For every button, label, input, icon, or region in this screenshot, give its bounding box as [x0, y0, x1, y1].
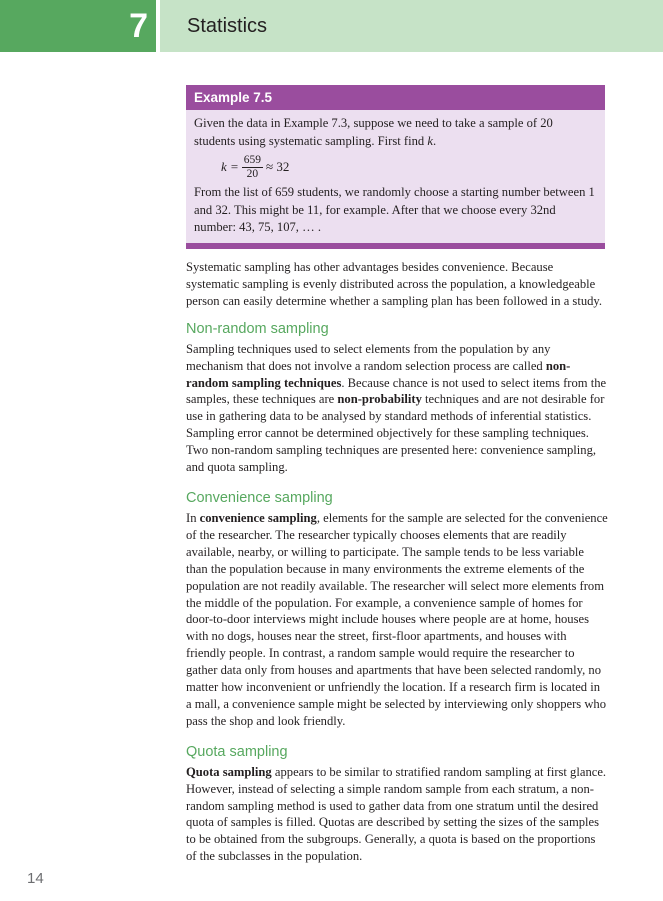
heading-convenience-sampling: Convenience sampling — [186, 489, 333, 506]
example-intro-end: . — [432, 133, 437, 148]
convenience-text-1: In — [186, 510, 200, 525]
convenience-text-2: , elements for the sample are selected for the convenience of the researcher. The researcher typically chooses elements that are readily available, nearby, or willing to participate. The sample tends to be less variable than the population because in many environments the extreme elements of the population are not readily available. The researcher will select more elements from the middle of the population. For example, a convenience sample of homes for door-to-door interviews might include houses where people are at home, houses with no dogs, houses near the street, first-floor apartments, and houses with friendly people. In contrast, a random sample would require the researcher to gather data only from houses and apartments that have been selected randomly, no matter how inconvenient or unfriendly the location. If a research firm is located in a mall, a convenience sample might be selected by interviewing only shoppers who pass the shop and look friendly. — [186, 510, 608, 728]
formula-denominator: 20 — [246, 167, 259, 180]
non-random-text-3: techniques and are not desirable for use in gathering data to be analysed by standard methods of inferential statistics. Sampling error cannot be determined objectively for these sampling techniques. Two non-random sampling techniques are presented here: convenience sampling, and quota sampling. — [186, 392, 605, 475]
example-intro-text: Given the data in Example 7.3, suppose we need to take a sample of 20 students using systematic sampling. First find — [194, 116, 553, 148]
non-random-bold-1: non-random sampling techniques — [186, 358, 571, 390]
quota-bold-1: Quota sampling — [186, 764, 272, 779]
formula-numerator: 659 — [243, 153, 262, 166]
example-body — [186, 110, 605, 243]
k-formula — [194, 150, 597, 184]
formula-fraction — [242, 154, 263, 181]
formula-rhs: ≈ 32 — [266, 159, 290, 175]
example-intro — [194, 115, 597, 150]
heading-quota-sampling: Quota sampling — [186, 743, 288, 760]
main-content — [186, 257, 608, 865]
quota-text-1: appears to be similar to stratified random sampling at first glance. However, instead of selecting a simple random sample from each stratum, a non-random sampling method is used to gather data from one stratum until the desired quota of samples is filled. Quotas are described by setting the sizes of the samples to be obtained from the subgroups. Generally, a quota is based on the proportions of the subclasses in the population. — [186, 764, 607, 864]
example-title: Example 7.5 — [186, 85, 605, 110]
formula-lhs: k = — [221, 159, 239, 175]
page-number: 14 — [27, 870, 44, 887]
example-text: From the list of 659 students, we randomly choose a starting number between 1 and 32. This might be 11, for example. After that we choose every 32nd number: 43, 75, 107, … . — [194, 185, 595, 234]
example-box — [186, 85, 605, 249]
chapter-title: Statistics — [160, 0, 663, 52]
non-random-text-1: Sampling techniques used to select elements from the population by any mechanism that does not involve a random selection process are called — [186, 341, 551, 373]
paragraph-quota — [186, 764, 608, 865]
chapter-number: 7 — [0, 0, 156, 52]
heading-non-random-sampling: Non-random sampling — [186, 320, 329, 337]
paragraph-systematic: Systematic sampling has other advantages besides convenience. Because systematic sampling is evenly distributed across the population, a knowledgeable person can easily determine whether a sampling plan has been followed in a study. — [186, 260, 603, 308]
non-random-text-2: . Because chance is not used to select items from the samples, these techniques are — [186, 375, 607, 407]
convenience-bold-1: convenience sampling — [199, 510, 317, 525]
example-bottom-rule — [186, 243, 605, 249]
non-random-bold-2: non-probability — [337, 392, 422, 407]
paragraph-non-random — [186, 341, 608, 476]
paragraph-convenience — [186, 510, 608, 730]
example-intro-variable: k — [427, 133, 433, 148]
